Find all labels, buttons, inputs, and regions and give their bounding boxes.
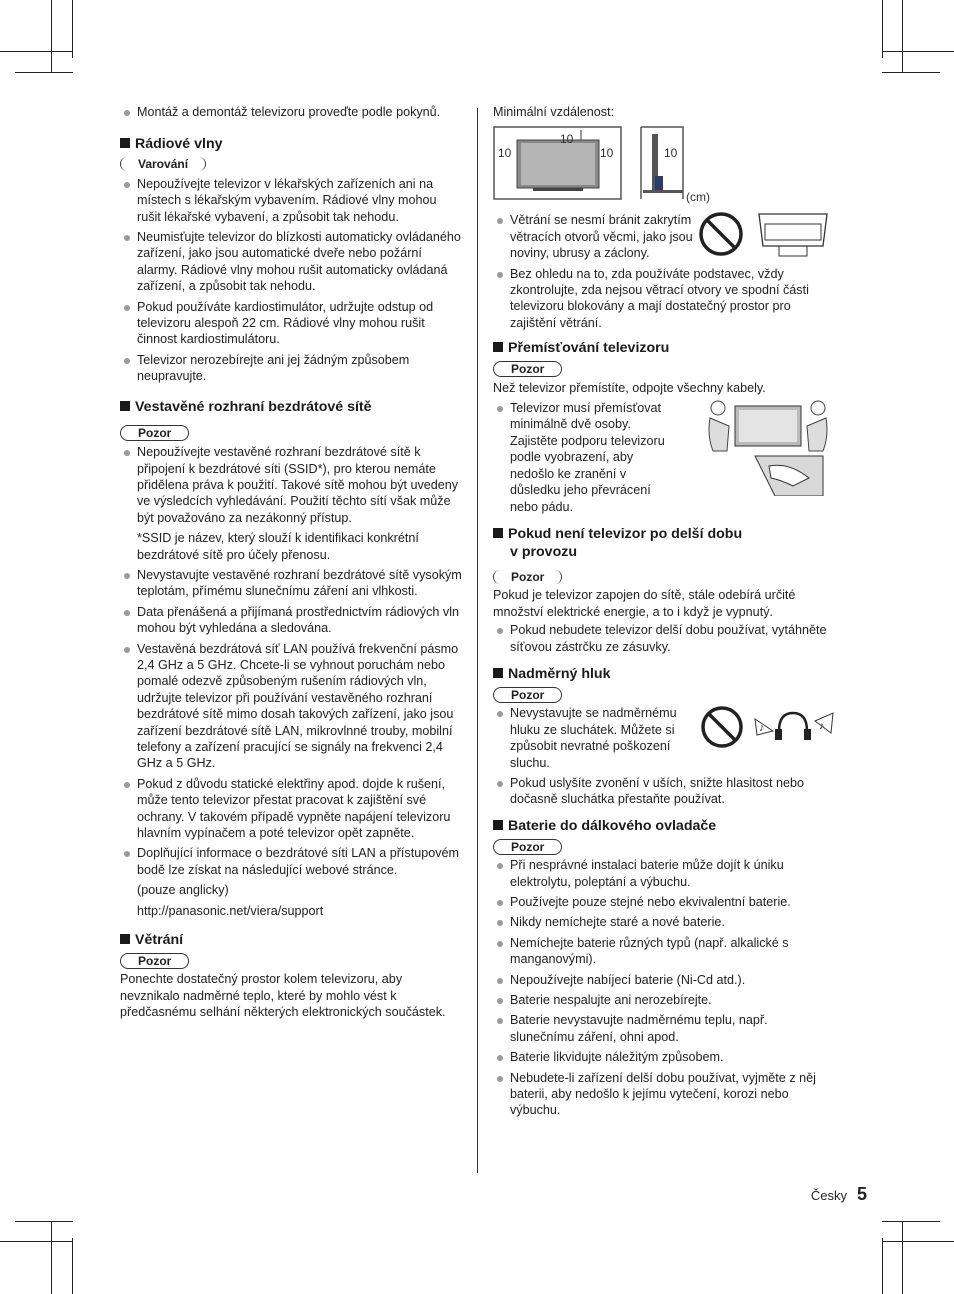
unit-label: (cm) <box>686 190 710 204</box>
section-heading-noise: Nadměrný hluk <box>493 665 835 683</box>
covered-tv-icon <box>759 214 827 246</box>
language-note: (pouze anglicky) <box>137 883 229 898</box>
list-item: Televizor nerozebírejte ani jej žádným způsobem neupravujte. <box>120 352 462 385</box>
tv-side-base <box>643 190 683 193</box>
noise-illustrations <box>699 705 834 755</box>
vent-text: Ponechte dostatečný prostor kolem televizoru, aby nevznikalo nadměrné teplo, které by mohlo vést k předčasnému selhání některých elektronických součástek. <box>120 972 446 1020</box>
two-person-carry-illustration <box>705 396 831 496</box>
person-body <box>807 418 827 451</box>
radio-list <box>120 176 462 385</box>
crop-mark <box>902 0 903 72</box>
list-item: Baterie nespalujte ani nerozebírejte. <box>493 992 835 1008</box>
crop-mark <box>882 72 940 73</box>
dim-back-label: 10 <box>664 146 678 160</box>
right-column <box>493 104 835 1123</box>
crop-mark <box>882 1221 940 1222</box>
list-item: Baterie likvidujte náležitým způsobem. <box>493 1049 835 1065</box>
prohibited-icon-slash <box>707 220 735 248</box>
crop-mark <box>882 1238 883 1294</box>
headphones-ear <box>775 729 782 740</box>
wlan-list <box>120 444 462 526</box>
list-item: Neumisťujte televizor do blízkosti automaticky ovládaného zařízení, jako jsou automatické dveře nebo požární alarmy. Rádiové vlny mohou rušit automaticky ovládaná zařízení, a způsobit tak nehodu. <box>120 229 462 295</box>
crop-mark <box>882 1241 954 1242</box>
tv-stand <box>533 188 583 191</box>
list-item: Nepoužívejte vestavěné rozhraní bezdrátové sítě k připojení k bezdrátové síti (SSID*), pro kterou nemáte přidělena práva k použití. Takové sítě mohou být uvedeny ve výsledcích vyhledávání. Použití těchto sítí však může být považováno za nezákonný přístup. <box>120 444 462 526</box>
min-distance-label: Minimální vzdálenost: <box>493 105 615 119</box>
headphones-icon <box>779 713 807 731</box>
headphones-ear <box>804 729 811 740</box>
section-heading-battery: Baterie do dálkového ovladače <box>493 817 835 835</box>
caution-tag: Pozor <box>493 839 562 855</box>
list-item: Doplňující informace o bezdrátové síti LAN a přístupovém bodě lze získat na následující webové stránce. <box>120 845 462 878</box>
crop-mark <box>902 1221 903 1294</box>
section-heading-vent: Větrání <box>120 931 462 949</box>
section-heading-radio: Rádiové vlny <box>120 135 462 153</box>
list-item: Data přenášená a přijímaná prostřednictvím rádiových vln mohou být vyhledána a sledována. <box>120 604 462 637</box>
tv-carried-screen <box>739 410 797 442</box>
list-item: Televizor musí přemísťovat minimálně dvě osoby. Zajistěte podporu televizoru podle vyobrazení, aby nedošlo ke zranění v důsledku jeho převrácení nebo pádu. <box>493 400 678 515</box>
person-body <box>709 418 729 451</box>
dim-left-label: 10 <box>498 146 512 160</box>
page-footer <box>811 1186 867 1204</box>
caution-tag: Pozor <box>120 953 189 969</box>
list-item: Nebudete-li zařízení delší dobu používat, vyjměte z něj baterii, aby nedošlo k jejímu vytečení, korozi nebo výbuchu. <box>493 1070 835 1119</box>
caution-tag: Pozor <box>493 570 562 584</box>
person-icon <box>811 401 825 415</box>
language-label: Česky <box>810 1188 847 1203</box>
column-divider <box>477 108 478 1173</box>
list-item: Baterie nevystavujte nadměrnému teplu, např. slunečnímu záření, ohni apod. <box>493 1012 835 1045</box>
crop-mark <box>0 51 72 52</box>
list-item: Bez ohledu na to, zda používáte podstavec, vždy zkontrolujte, zda nejsou větrací otvory ve spodní části televizoru blokovány a mají dostatečný prostor pro zajištění větrání. <box>493 266 835 332</box>
list-item: Nevystavujte vestavěné rozhraní bezdrátové sítě vysokým teplotám, přímému slunečnímu záření ani vlhkosti. <box>120 567 462 600</box>
crop-mark <box>51 1221 52 1294</box>
caution-tag: Pozor <box>120 425 189 441</box>
crop-mark <box>882 51 954 52</box>
tv-screen <box>521 143 595 185</box>
warning-tag: Varování <box>120 157 206 171</box>
list-item: Používejte pouze stejné nebo ekvivalentní baterie. <box>493 894 835 910</box>
crop-mark <box>15 72 73 73</box>
list-item: Pokud uslyšíte zvonění v uších, snižte hlasitost nebo dočasně sluchátka přestaňte používat. <box>493 775 835 808</box>
list-item: Pokud používáte kardiostimulátor, udržujte odstup od televizoru alespoň 22 cm. Rádiové vlny mohou rušit činnost kardiostimulátoru. <box>120 299 462 348</box>
left-column <box>120 104 462 1021</box>
prohibited-icon-slash <box>709 714 735 740</box>
person-icon <box>711 401 725 415</box>
crop-mark <box>72 0 73 58</box>
wlan-list-2 <box>120 567 462 878</box>
list-item: Při nesprávné instalaci baterie může dojít k úniku elektrolytu, poleptání a výbuchu. <box>493 857 835 890</box>
dim-right-label: 10 <box>600 146 614 160</box>
list-item: Nemíchejte baterie různých typů (např. alkalické s manganovými). <box>493 935 835 968</box>
list-item: Nepoužívejte nabíjecí baterie (Ni-Cd atd.). <box>493 972 835 988</box>
music-note-icon: ♪ <box>759 722 765 735</box>
caution-tag: Pozor <box>493 687 562 703</box>
clearance-diagram <box>493 126 723 206</box>
section-heading-moving: Přemísťování televizoru <box>493 339 835 357</box>
list-item: Nikdy nemíchejte staré a nové baterie. <box>493 914 835 930</box>
dim-top-label: 10 <box>560 132 574 146</box>
list-item: Vestavěná bezdrátová síť LAN používá frekvenční pásmo 2,4 GHz a 5 GHz. Chcete-li se vyhnout poruchám nebo pomalé odezvě způsobeným rušením rádiových vln, udržujte televizor při používání vestavěného rozhraní bezdrátové sítě mimo dosah takových zařízení, jako jsou zařízení bezdrátové sítě LAN, mikrovlnné trouby, mobilní telefony a zařízení pracující se signály na frekvenci 2,4 GHz a 5 GHz. <box>120 641 462 772</box>
tv-side-stand <box>655 176 663 190</box>
page-number: 5 <box>856 1184 867 1204</box>
support-url[interactable]: http://panasonic.net/viera/support <box>137 903 324 918</box>
crop-mark <box>51 0 52 72</box>
covered-tv-stand <box>779 246 807 256</box>
list-item: Větrání se nesmí bránit zakrytím větracích otvorů věcmi, jako jsou noviny, ubrusy a záclony. <box>493 212 703 261</box>
list-item: Pokud z důvodu statické elektřiny apod. dojde k rušení, může tento televizor přestat pracovat k zajištění své ochrany. V takovém případě vypněte napájení televizoru hlavním vypínačem a poté televizor opět zapněte. <box>120 776 462 842</box>
covered-tv-body <box>765 224 821 240</box>
crop-mark <box>15 1221 73 1222</box>
unused-text: Pokud je televizor zapojen do sítě, stále odebírá určité množství elektrické energie, a to i když je vypnutý. <box>493 588 796 619</box>
vent-illustrations <box>699 210 834 260</box>
ssid-note: *SSID je název, který slouží k identifikaci konkrétní bezdrátové sítě pro účely přenosu. <box>137 531 419 562</box>
list-item: Nevystavujte se nadměrnému hluku ze sluchátek. Můžete si způsobit nevratné poškození sluchu. <box>493 705 689 771</box>
battery-list <box>493 857 835 1119</box>
list-item: Montáž a demontáž televizoru proveďte podle pokynů. <box>120 104 462 120</box>
list-item: Pokud nebudete televizor delší dobu používat, vytáhněte síťovou zástrčku ze zásuvky. <box>493 622 835 655</box>
crop-mark <box>72 1238 73 1294</box>
crop-mark <box>0 1241 72 1242</box>
music-note-icon: ♪ <box>819 720 825 733</box>
list-item: Nepoužívejte televizor v lékařských zařízeních ani na místech s lékařským vybavením. Rádiové vlny mohou rušit lékařské vybavení, a způsobit tak nehodu. <box>120 176 462 225</box>
crop-mark <box>882 0 883 58</box>
caution-tag: Pozor <box>493 361 562 377</box>
section-heading-unused: Pokud není televizor po delší dobu v provozu <box>493 525 835 561</box>
moving-text: Než televizor přemístíte, odpojte všechny kabely. <box>493 380 766 395</box>
section-heading-wlan: Vestavěné rozhraní bezdrátové sítě <box>120 398 462 416</box>
